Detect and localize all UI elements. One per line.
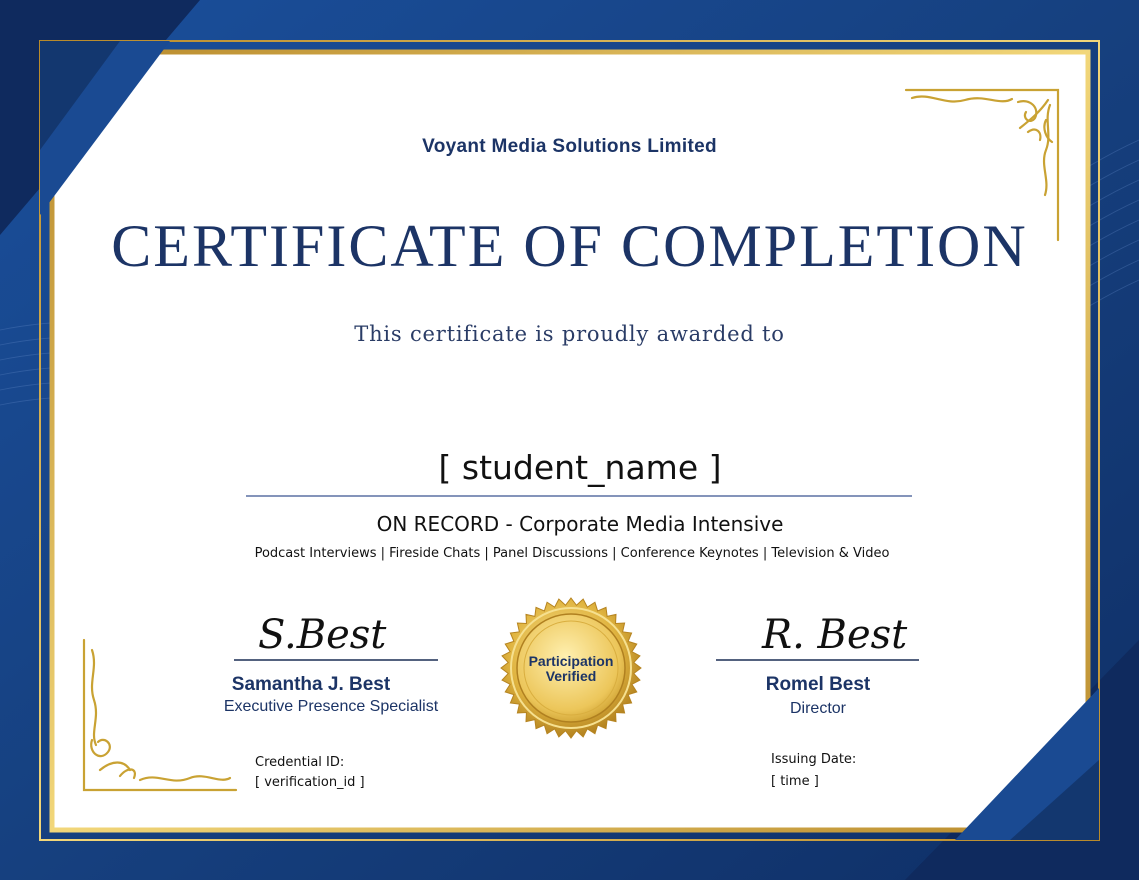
company-name: Voyant Media Solutions Limited [422, 136, 717, 157]
certificate-title: CERTIFICATE OF COMPLETION [111, 213, 1028, 279]
student-name: [ student_name ] [438, 448, 722, 487]
left-signer-name: Samantha J. Best [231, 674, 391, 695]
right-signer-name: Romel Best [765, 674, 871, 695]
seal-text [511, 654, 631, 684]
course-topics: Podcast Interviews | Fireside Chats | Panel Discussions | Conference Keynotes | Television & Video [254, 546, 890, 561]
award-subtitle: This certificate is proudly awarded to [354, 322, 785, 346]
issuing-date-value: [ time ] [771, 774, 819, 789]
seal-line-2: Verified [545, 668, 597, 684]
seal-line-1: Participation [528, 653, 614, 669]
credential-value: [ verification_id ] [255, 775, 365, 790]
credential-label: Credential ID: [255, 755, 345, 770]
right-signature-script: R. Best [762, 612, 908, 658]
issuing-date-label: Issuing Date: [771, 752, 857, 767]
course-title: ON RECORD - Corporate Media Intensive [376, 512, 784, 536]
left-signature-script: S.Best [258, 612, 387, 658]
right-signer-role: Director [789, 700, 846, 717]
left-signer-role: Executive Presence Specialist [223, 698, 439, 715]
